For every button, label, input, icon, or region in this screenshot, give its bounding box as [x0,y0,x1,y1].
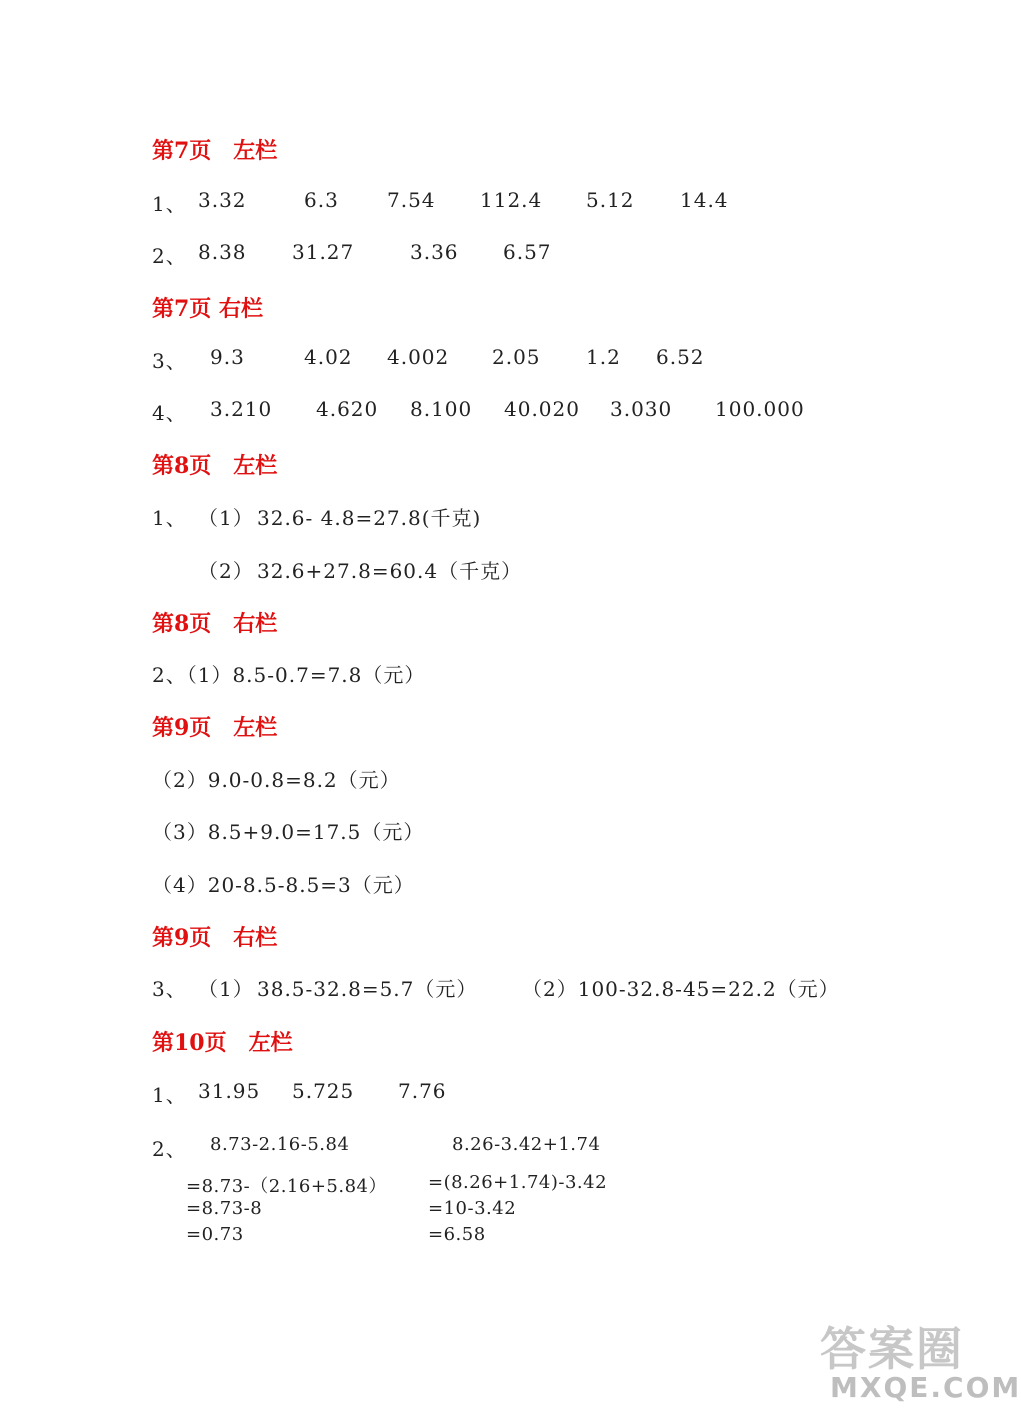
answer-value: 31.95 [198,1079,261,1103]
watermark-logo [820,1313,1021,1408]
watermark-url: MXQE.COM [830,1371,1021,1404]
answer-value: 4.002 [387,345,450,369]
equation: （2）100-32.8-45=22.2（元） [522,977,840,1001]
answer-value: 9.3 [210,345,245,369]
answer-line-10: （4）20-8.5-8.5=3（元） [152,873,415,897]
sub-number: （2） [198,559,254,583]
answer-value: 3.32 [198,188,247,212]
item-number: 2、 [152,244,187,268]
answer-value: 31.27 [292,240,355,264]
answer-value: 14.4 [680,188,729,212]
answer-line-9: （3）8.5+9.0=17.5（元） [152,820,425,844]
heading-page8-left: 第8页 左栏 [152,453,278,479]
answer-value: 7.76 [398,1079,447,1103]
heading-page7-right: 第7页 右栏 [152,296,263,322]
watermark-title: 答案圈 [820,1322,964,1376]
item-number: 1、 [152,192,187,216]
heading-page10-left: 第10页 左栏 [152,1030,293,1056]
heading-page7-left: 第7页 左栏 [152,138,278,164]
calc-step: =(8.26+1.74)-3.42 [428,1172,608,1193]
answer-value: 40.020 [504,397,580,421]
calc-step: =6.58 [428,1224,486,1245]
equation: 32.6- 4.8=27.8(千克) [257,506,482,530]
answer-value: 2.05 [492,345,541,369]
expression: 8.26-3.42+1.74 [452,1134,601,1155]
answer-value: 1.2 [586,345,621,369]
item-number: 4、 [152,401,187,425]
answer-value: 100.000 [715,397,805,421]
equation: 38.5-32.8=5.7（元） [257,977,478,1001]
answer-value: 5.12 [586,188,635,212]
answer-value: 4.02 [304,345,353,369]
answer-line-8: （2）9.0-0.8=8.2（元） [152,768,401,792]
sub-number: （1） [198,506,254,530]
answer-value: 8.100 [410,397,473,421]
heading-page9-left: 第9页 左栏 [152,715,278,741]
equation: 32.6+27.8=60.4（千克） [257,559,523,583]
calc-step: =0.73 [186,1224,244,1245]
answer-value: 3.210 [210,397,273,421]
answer-value: 6.3 [304,188,339,212]
heading-page8-right: 第8页 右栏 [152,611,278,637]
heading-page9-right: 第9页 右栏 [152,925,278,951]
item-number: 2、 [152,1137,187,1161]
expression: 8.73-2.16-5.84 [210,1134,350,1155]
answer-value: 5.725 [292,1079,355,1103]
answer-value: 8.38 [198,240,247,264]
answer-value: 6.52 [656,345,705,369]
answer-value: 6.57 [503,240,552,264]
calc-step: =8.73-（2.16+5.84） [186,1176,387,1197]
answer-value: 4.620 [316,397,379,421]
answer-value: 3.030 [610,397,673,421]
sub-number: （1） [198,977,254,1001]
calc-step: =10-3.42 [428,1198,517,1219]
item-number: 3、 [152,977,187,1001]
answer-value: 7.54 [387,188,436,212]
calc-step: =8.73-8 [186,1198,263,1219]
answer-value: 112.4 [480,188,543,212]
answer-line-7: 2、（1）8.5-0.7=7.8（元） [152,663,426,687]
item-number: 3、 [152,349,187,373]
item-number: 1、 [152,1083,187,1107]
item-number: 1、 [152,506,187,530]
answer-value: 3.36 [410,240,459,264]
